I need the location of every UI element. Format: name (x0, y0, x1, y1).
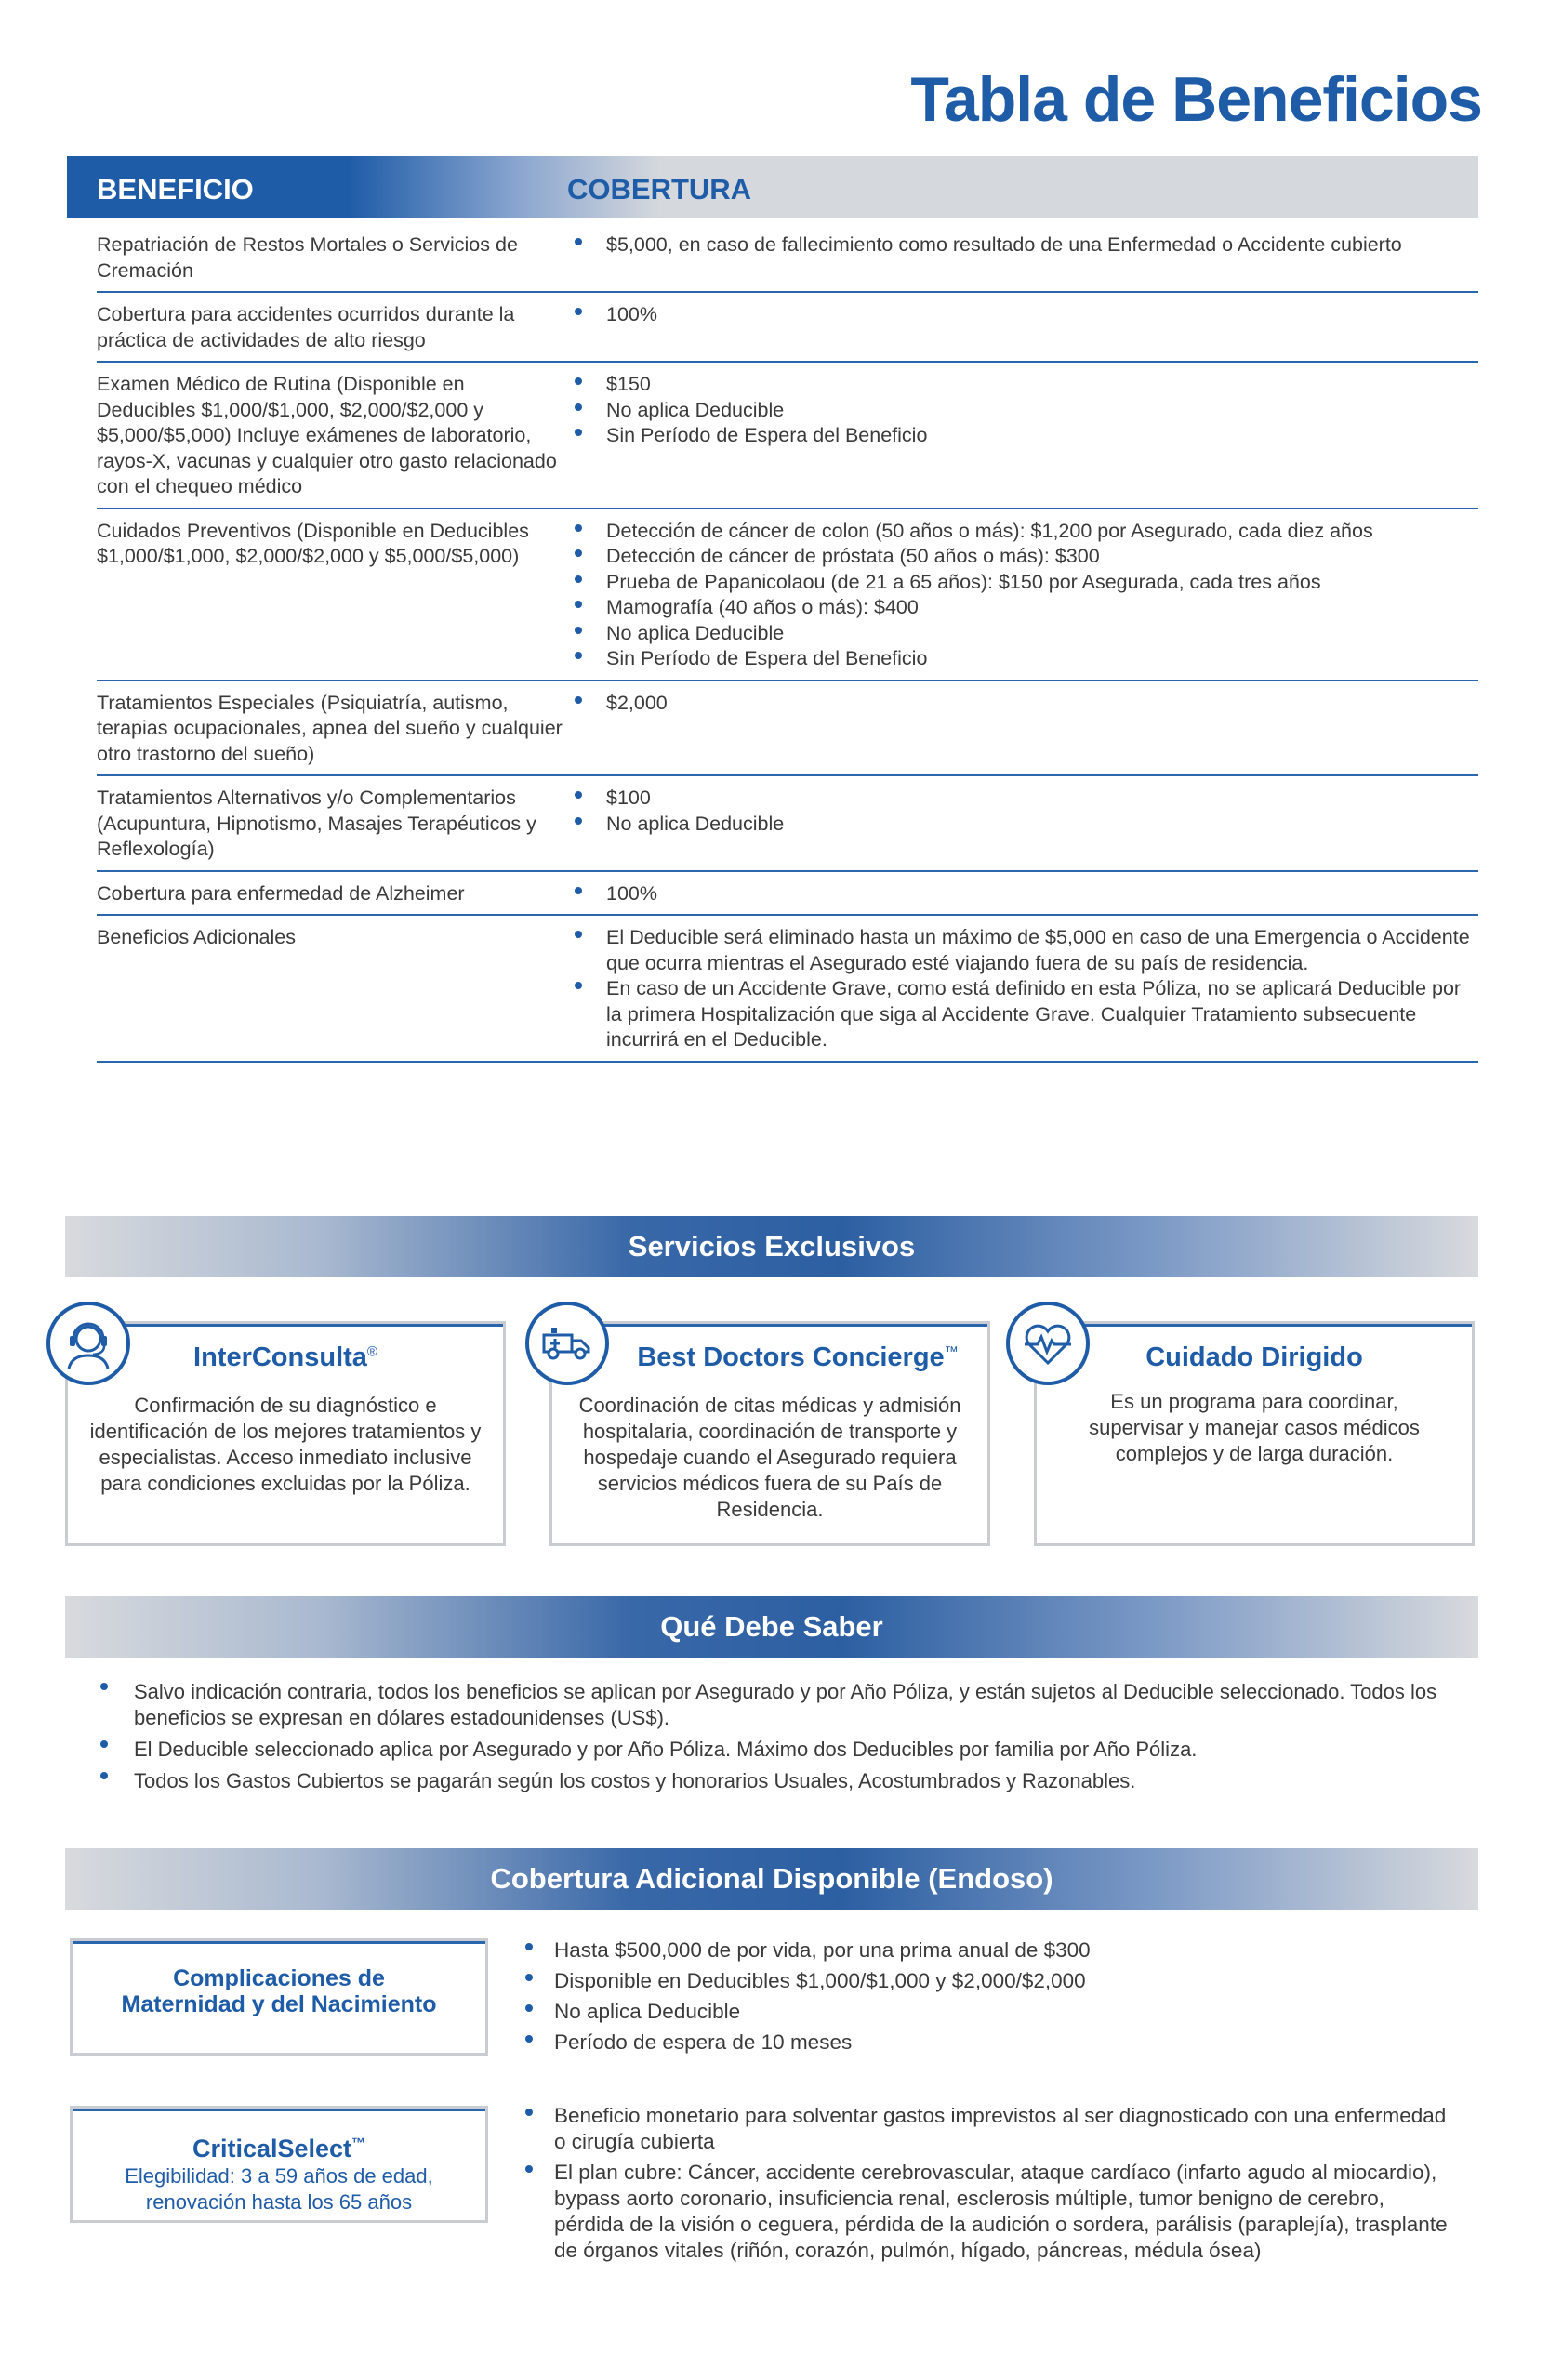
card-title-text: Best Doctors Concierge (637, 1342, 945, 1372)
card-description: Confirmación de su diagnóstico e identificación de los mejores tratamientos y especialistas. Acceso inmediato inclusive para condiciones excluidas por la Póliza. (89, 1394, 482, 1495)
coverage-item: No aplica Deducible (567, 398, 1478, 424)
benefit-row-special-treatments (97, 681, 1478, 777)
coverage-item: No aplica Deducible (567, 621, 1478, 647)
benefit-row-high-risk (97, 293, 1478, 363)
coverage-item: $5,000, en caso de fallecimiento como resultado de una Enfermedad o Accidente cubierto (567, 232, 1478, 258)
coverage-list (567, 372, 1478, 500)
card-title-text: Cuidado Dirigido (1145, 1342, 1363, 1372)
coverage-item: 100% (567, 881, 1478, 907)
page-title: Tabla de Beneficios (910, 64, 1482, 135)
know-banner: Qué Debe Saber (65, 1596, 1478, 1658)
know-item: Todos los Gastos Cubiertos se pagarán según los costos y honorarios Usuales, Acostumbrados y Razonables. (97, 1768, 1454, 1794)
maternity-item: Disponible en Deducibles $1,000/$1,000 y $2,000/$2,000 (523, 1968, 1452, 1994)
card-description: Es un programa para coordinar, supervisar y manejar casos médicos complejos y de larga duración. (1089, 1390, 1420, 1465)
criticalselect-box (70, 2106, 488, 2223)
criticalselect-title (73, 2129, 485, 2163)
benefit-row-alternative-treatments (97, 776, 1478, 872)
services-banner: Servicios Exclusivos (65, 1216, 1478, 1277)
service-card-concierge (549, 1321, 990, 1546)
coverage-item: 100% (567, 302, 1478, 328)
coverage-list (567, 302, 1478, 353)
benefit-row-alzheimer (97, 872, 1478, 917)
coverage-list (567, 691, 1478, 768)
criticalselect-item: El plan cubre: Cáncer, accidente cerebrovascular, ataque cardíaco (infarto agudo al miocardio), bypass aorto coronario, insuficiencia renal, esclerosis múltiple, tumor benigno de cerebro, pérdida de la visión o ceguera, pérdida de la audición o sordera, parálisis (paraplejía), trasplante de órganos vitales (riñón, corazón, pulmón, hígado, páncreas, médula ósea) (523, 2160, 1452, 2264)
coverage-item: Mamografía (40 años o más): $400 (567, 595, 1478, 621)
coverage-item: En caso de un Accidente Grave, como está definido en esta Póliza, no se aplicará Deducible por la primera Hospitalización que siga al Accidente Grave. Cualquier Tratamiento subsecuente incurrirá en el Deducible. (567, 976, 1478, 1053)
benefits-table (97, 223, 1478, 1063)
coverage-item: $2,000 (567, 691, 1478, 717)
benefit-column-header: BENEFICIO (97, 173, 254, 205)
card-title (1037, 1342, 1472, 1373)
know-list (97, 1679, 1454, 1800)
coverage-list (567, 925, 1478, 1053)
headset-doctor-icon (46, 1302, 130, 1385)
benefit-name: Tratamientos Alternativos y/o Complementarios (Acupuntura, Hipnotismo, Masajes Terapéuticos y Reflexología) (97, 787, 536, 860)
coverage-item: No aplica Deducible (567, 812, 1478, 838)
coverage-list (567, 786, 1478, 863)
criticalselect-eligibility-line2: renovación hasta los 65 años (145, 2190, 413, 2214)
maternity-list (523, 1937, 1452, 2060)
coverage-list (567, 519, 1478, 672)
coverage-list (567, 881, 1478, 907)
coverage-item: Prueba de Papanicolaou (de 21 a 65 años): $150 por Asegurada, cada tres años (567, 570, 1478, 596)
criticalselect-eligibility-line1: Elegibilidad: 3 a 59 años de edad, (125, 2164, 433, 2188)
registered-mark: ® (366, 1343, 377, 1360)
benefit-row-preventive-care (97, 509, 1478, 681)
service-card-interconsulta (65, 1321, 506, 1546)
coverage-column-header: COBERTURA (567, 173, 752, 205)
criticalselect-item: Beneficio monetario para solventar gastos imprevistos al ser diagnosticado con una enfermedad o cirugía cubierta (523, 2103, 1452, 2155)
ambulance-icon (525, 1302, 609, 1385)
card-title (68, 1342, 503, 1373)
coverage-item: Sin Período de Espera del Beneficio (567, 646, 1478, 672)
coverage-item: El Deducible será eliminado hasta un máximo de $5,000 en caso de una Emergencia o Accidente que ocurra mientras el Asegurado esté viajando fuera de su país de residencia. (567, 925, 1478, 976)
trademark-mark: ™ (944, 1343, 959, 1360)
benefit-name: Repatriación de Restos Mortales o Servicios de Cremación (97, 233, 518, 282)
table-header (67, 156, 1478, 218)
maternity-item: Hasta $500,000 de por vida, por una prima anual de $300 (523, 1937, 1452, 1964)
coverage-item: $100 (567, 786, 1478, 812)
card-description: Coordinación de citas médicas y admisión hospitalaria, coordinación de transporte y hospedaje cuando el Asegurado requiera servicios médicos fuera de su País de Residencia. (578, 1394, 961, 1521)
criticalselect-list (523, 2103, 1452, 2268)
trademark-mark: ™ (351, 2135, 366, 2151)
benefit-row-repatriation (97, 223, 1478, 293)
benefit-name: Cuidados Preventivos (Disponible en Deducibles $1,000/$1,000, $2,000/$2,000 y $5,000/$5,000) (97, 519, 529, 567)
card-title (608, 1342, 987, 1373)
coverage-list (567, 232, 1478, 284)
maternity-item: Período de espera de 10 meses (523, 2030, 1452, 2056)
benefit-name: Cobertura para enfermedad de Alzheimer (97, 881, 465, 905)
criticalselect-title-text: CriticalSelect (192, 2135, 352, 2162)
benefit-row-additional (97, 916, 1478, 1063)
know-item: Salvo indicación contraria, todos los beneficios se aplican por Asegurado y por Año Póliza, y están sujetos al Deducible seleccionado. Todos los beneficios se expresan en dólares estadounidenses (US$). (97, 1679, 1454, 1731)
coverage-item: Detección de cáncer de próstata (50 años o más): $300 (567, 544, 1478, 570)
coverage-item: Detección de cáncer de colon (50 años o más): $1,200 por Asegurado, cada diez años (567, 519, 1478, 545)
coverage-item: $150 (567, 372, 1478, 398)
know-item: El Deducible seleccionado aplica por Asegurado y por Año Póliza. Máximo dos Deducibles por familia por Año Póliza. (97, 1737, 1454, 1763)
heartbeat-icon (1006, 1302, 1090, 1385)
maternity-box (70, 1938, 488, 2056)
benefit-row-routine-exam (97, 363, 1478, 509)
service-card-managed-care (1034, 1321, 1475, 1546)
benefit-name: Examen Médico de Rutina (Disponible en Deducibles $1,000/$1,000, $2,000/$2,000 y $5,000/$5,000) Incluye exámenes de laboratorio, rayos-X, vacunas y cualquier otro gasto relacionado con el chequeo médico (97, 373, 557, 497)
maternity-title-line1: Complicaciones de (173, 1965, 385, 1991)
card-title-text: InterConsulta (193, 1342, 367, 1372)
benefit-name: Tratamientos Especiales (Psiquiatría, autismo, terapias ocupacionales, apnea del sueño y cualquier otro trastorno del sueño) (97, 691, 563, 765)
maternity-title-line2: Maternidad y del Nacimiento (121, 1991, 437, 2017)
endorsement-banner: Cobertura Adicional Disponible (Endoso) (65, 1848, 1478, 1910)
benefit-name: Cobertura para accidentes ocurridos durante la práctica de actividades de alto riesgo (97, 303, 515, 351)
maternity-item: No aplica Deducible (523, 1999, 1452, 2025)
coverage-item: Sin Período de Espera del Beneficio (567, 423, 1478, 449)
benefit-name: Beneficios Adicionales (97, 926, 296, 948)
